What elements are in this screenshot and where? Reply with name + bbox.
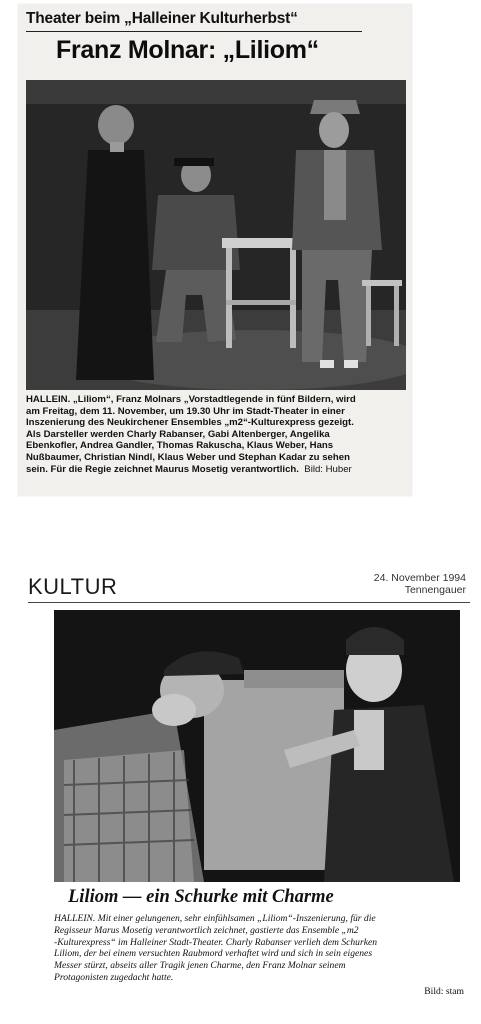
- stage-photo-2: [54, 610, 460, 882]
- publication-source: Tennengauer: [404, 584, 466, 596]
- article-body: [54, 913, 464, 984]
- photo-caption: [26, 394, 404, 475]
- body-line: HALLEIN. Mit einer gelungenen, sehr einfühlsamen „Liliom“-Inszenierung, für die: [54, 913, 376, 924]
- body-line: Liliom, der bei einem versuchten Raubmord verhaftet wird und sich in sein eigenes: [54, 948, 373, 960]
- section-title: KULTUR: [28, 574, 118, 599]
- caption-line-last: [26, 464, 404, 476]
- caption-line: Als Darsteller werden Charly Rabanser, Gabi Altenberger, Angelika: [26, 428, 330, 440]
- kicker-heading: Theater beim „Halleiner Kulturherbst“: [26, 10, 298, 27]
- newspaper-clipping-2: [28, 568, 472, 1012]
- photo-credit: Bild: stam: [424, 986, 464, 997]
- kicker-underline: [26, 31, 362, 32]
- section-divider: [28, 602, 470, 603]
- caption-line: Inszenierung des Neukirchener Ensembles „m2“-Kulturexpress gezeigt.: [26, 417, 354, 429]
- stage-photo-2-graphic: [54, 610, 460, 882]
- body-line: Messer stürzt, abseits aller Tragik jenen Charme, den Franz Molnar seinem: [54, 960, 346, 972]
- photo-credit: Bild: Huber: [304, 463, 352, 475]
- publication-date: 24. November 1994: [373, 572, 466, 584]
- caption-line: Nußbaumer, Christian Nindl, Klaus Weber und Stephan Kadar zu sehen: [26, 451, 350, 463]
- body-line: -Kulturexpress“ im Halleiner Stadt-Theater. Charly Rabanser verlieh dem Schurken: [54, 936, 378, 948]
- stage-photo-1: [26, 80, 406, 390]
- caption-line: Ebenkofler, Andrea Gandler, Thomas Rakuscha, Klaus Weber, Hans: [26, 440, 334, 452]
- caption-line: am Freitag, dem 11. November, um 19.30 Uhr im Stadt-Theater in einer: [26, 405, 345, 417]
- stage-photo-1-graphic: [26, 80, 406, 390]
- newspaper-clipping-1: [18, 4, 412, 496]
- headline: Franz Molnar: „Liliom“: [56, 36, 319, 64]
- body-line: Regisseur Marus Mosetig verantwortlich zeichnet, gastierte das Ensemble „m2: [54, 924, 359, 936]
- headline: Liliom — ein Schurke mit Charme: [68, 887, 334, 907]
- dateline: [374, 572, 466, 596]
- body-line: Protagonisten zugedacht hatte.: [54, 971, 174, 983]
- caption-line: HALLEIN. „Liliom“, Franz Molnars „Vorstadtlegende in fünf Bildern, wird: [26, 394, 356, 405]
- caption-line-text: sein. Für die Regie zeichnet Maurus Mosetig verantwortlich.: [26, 463, 299, 475]
